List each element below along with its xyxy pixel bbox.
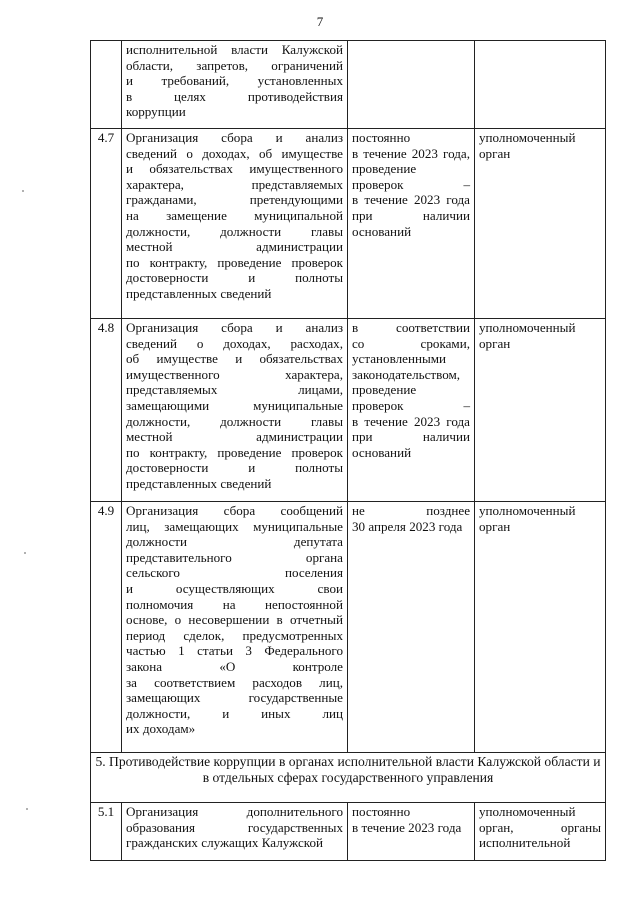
cell-line: на замещение муниципальной xyxy=(126,207,343,223)
cell-line: 30 апреля 2023 года xyxy=(352,518,463,534)
cell-line: лиц, замещающих муниципальные xyxy=(126,518,343,534)
cell-line: Организация сбора и анализ xyxy=(126,320,343,335)
cell-line: представительного органа xyxy=(126,549,343,565)
cell-line: орган xyxy=(479,518,511,534)
cell-line: при наличии xyxy=(352,207,470,223)
cell-line: Организация дополнительного xyxy=(126,804,343,819)
row-action xyxy=(122,319,348,502)
cell-line: полномочия на непостоянной xyxy=(126,596,343,612)
row-number: 4.9 xyxy=(91,502,122,753)
cell-line: должности, и иных лиц xyxy=(126,705,343,721)
cell-line: орган xyxy=(479,335,511,351)
cell-line: и осуществляющих свои xyxy=(126,580,343,596)
table-row xyxy=(91,41,606,129)
row-action xyxy=(122,129,348,319)
cell-line: представленных сведений xyxy=(126,475,272,491)
row-number: 4.8 xyxy=(91,319,122,502)
cell-line: проведение xyxy=(352,382,417,398)
cell-line: исполнительной xyxy=(479,835,571,851)
cell-line: достоверности и полноты xyxy=(126,460,343,476)
cell-line: представляемых лицами, xyxy=(126,382,343,398)
cell-line: орган, органы xyxy=(479,819,601,835)
cell-line: в течение 2023 года xyxy=(352,413,470,429)
cell-line: в течение 2023 года xyxy=(352,819,462,835)
row-responsible xyxy=(475,129,606,319)
cell-line: за соответствием расходов лиц, xyxy=(126,674,343,690)
cell-line: не позднее xyxy=(352,503,470,518)
cell-line: исполнительной власти Калужской xyxy=(126,42,343,57)
cell-line: местной администрации xyxy=(126,429,343,445)
row-action xyxy=(122,502,348,753)
cell-line: в течение 2023 года xyxy=(352,192,470,208)
cell-line: имущественного характера, xyxy=(126,366,343,382)
cell-line: области, запретов, ограничений xyxy=(126,57,343,73)
cell-line: в соответствии xyxy=(352,320,470,335)
cell-line: сведений о доходах, об имуществе xyxy=(126,145,343,161)
cell-line: проверок – xyxy=(352,176,470,192)
cell-line: при наличии xyxy=(352,429,470,445)
row-term xyxy=(348,803,475,861)
row-number: 5.1 xyxy=(91,803,122,861)
table-row xyxy=(91,129,606,319)
cell-line: сведений о доходах, расходах, xyxy=(126,335,343,351)
cell-line: характера, представляемых xyxy=(126,176,343,192)
cell-line: должности, должности главы xyxy=(126,223,343,239)
cell-line: законодательством, xyxy=(352,366,461,382)
cell-line: их доходам» xyxy=(126,721,196,737)
cell-line: гражданских служащих Калужской xyxy=(126,835,324,851)
row-responsible xyxy=(475,319,606,502)
row-term xyxy=(348,502,475,753)
cell-line: и обязательствах имущественного xyxy=(126,161,343,177)
cell-line: местной администрации xyxy=(126,239,343,255)
cell-line: уполномоченный xyxy=(479,804,576,819)
row-number xyxy=(91,41,122,129)
cell-line: коррупции xyxy=(126,104,186,120)
row-action xyxy=(122,41,348,129)
row-responsible xyxy=(475,41,606,129)
cell-line: частью 1 статьи 3 Федерального xyxy=(126,643,343,659)
cell-line: гражданами, претендующими xyxy=(126,192,343,208)
cell-line: оснований xyxy=(352,223,412,239)
cell-line: в течение 2023 года, xyxy=(352,145,470,161)
cell-line: со сроками, xyxy=(352,335,470,351)
scan-speck xyxy=(24,552,26,554)
cell-line: уполномоченный xyxy=(479,130,576,145)
cell-line: основе, о несовершении в отчетный xyxy=(126,612,343,628)
cell-line: закона «О контроле xyxy=(126,658,343,674)
cell-line: проверок – xyxy=(352,397,470,413)
cell-line: Организация сбора и анализ xyxy=(126,130,343,145)
cell-line: по контракту, проведение проверок xyxy=(126,254,343,270)
row-action xyxy=(122,803,348,861)
cell-line: уполномоченный xyxy=(479,320,576,335)
cell-line: замещающими муниципальные xyxy=(126,397,343,413)
table-row xyxy=(91,502,606,753)
cell-line: Организация сбора сообщений xyxy=(126,503,343,518)
cell-line: представленных сведений xyxy=(126,285,272,301)
cell-line: по контракту, проведение проверок xyxy=(126,444,343,460)
row-responsible xyxy=(475,502,606,753)
table-row xyxy=(91,803,606,861)
cell-line: замещающих государственные xyxy=(126,690,343,706)
row-responsible xyxy=(475,803,606,861)
cell-line: установленными xyxy=(352,351,447,367)
cell-line: сельского поселения xyxy=(126,565,343,581)
row-term xyxy=(348,319,475,502)
cell-line: проведение xyxy=(352,161,417,177)
cell-line: оснований xyxy=(352,444,412,460)
section-heading: 5. Противодействие коррупции в органах исполнительной власти Калужской области и в отдельных сферах государственного управления xyxy=(91,753,606,803)
section-heading-row xyxy=(91,753,606,803)
cell-line: и требований, установленных xyxy=(126,73,343,89)
cell-line: период сделок, предусмотренных xyxy=(126,627,343,643)
table-row xyxy=(91,319,606,502)
cell-line: образования государственных xyxy=(126,819,343,835)
scan-speck xyxy=(22,190,24,192)
row-number: 4.7 xyxy=(91,129,122,319)
scan-speck xyxy=(26,808,28,810)
cell-line: орган xyxy=(479,145,511,161)
row-term xyxy=(348,129,475,319)
cell-line: должности, должности главы xyxy=(126,413,343,429)
page-number: 7 xyxy=(316,14,324,29)
cell-line: в целях противодействия xyxy=(126,88,343,104)
cell-line: об имуществе и обязательствах xyxy=(126,351,343,367)
measures-table xyxy=(90,40,606,861)
cell-line: постоянно xyxy=(352,804,411,819)
row-term xyxy=(348,41,475,129)
cell-line: уполномоченный xyxy=(479,503,576,518)
cell-line: постоянно xyxy=(352,130,411,145)
cell-line: достоверности и полноты xyxy=(126,270,343,286)
cell-line: должности депутата xyxy=(126,534,343,550)
